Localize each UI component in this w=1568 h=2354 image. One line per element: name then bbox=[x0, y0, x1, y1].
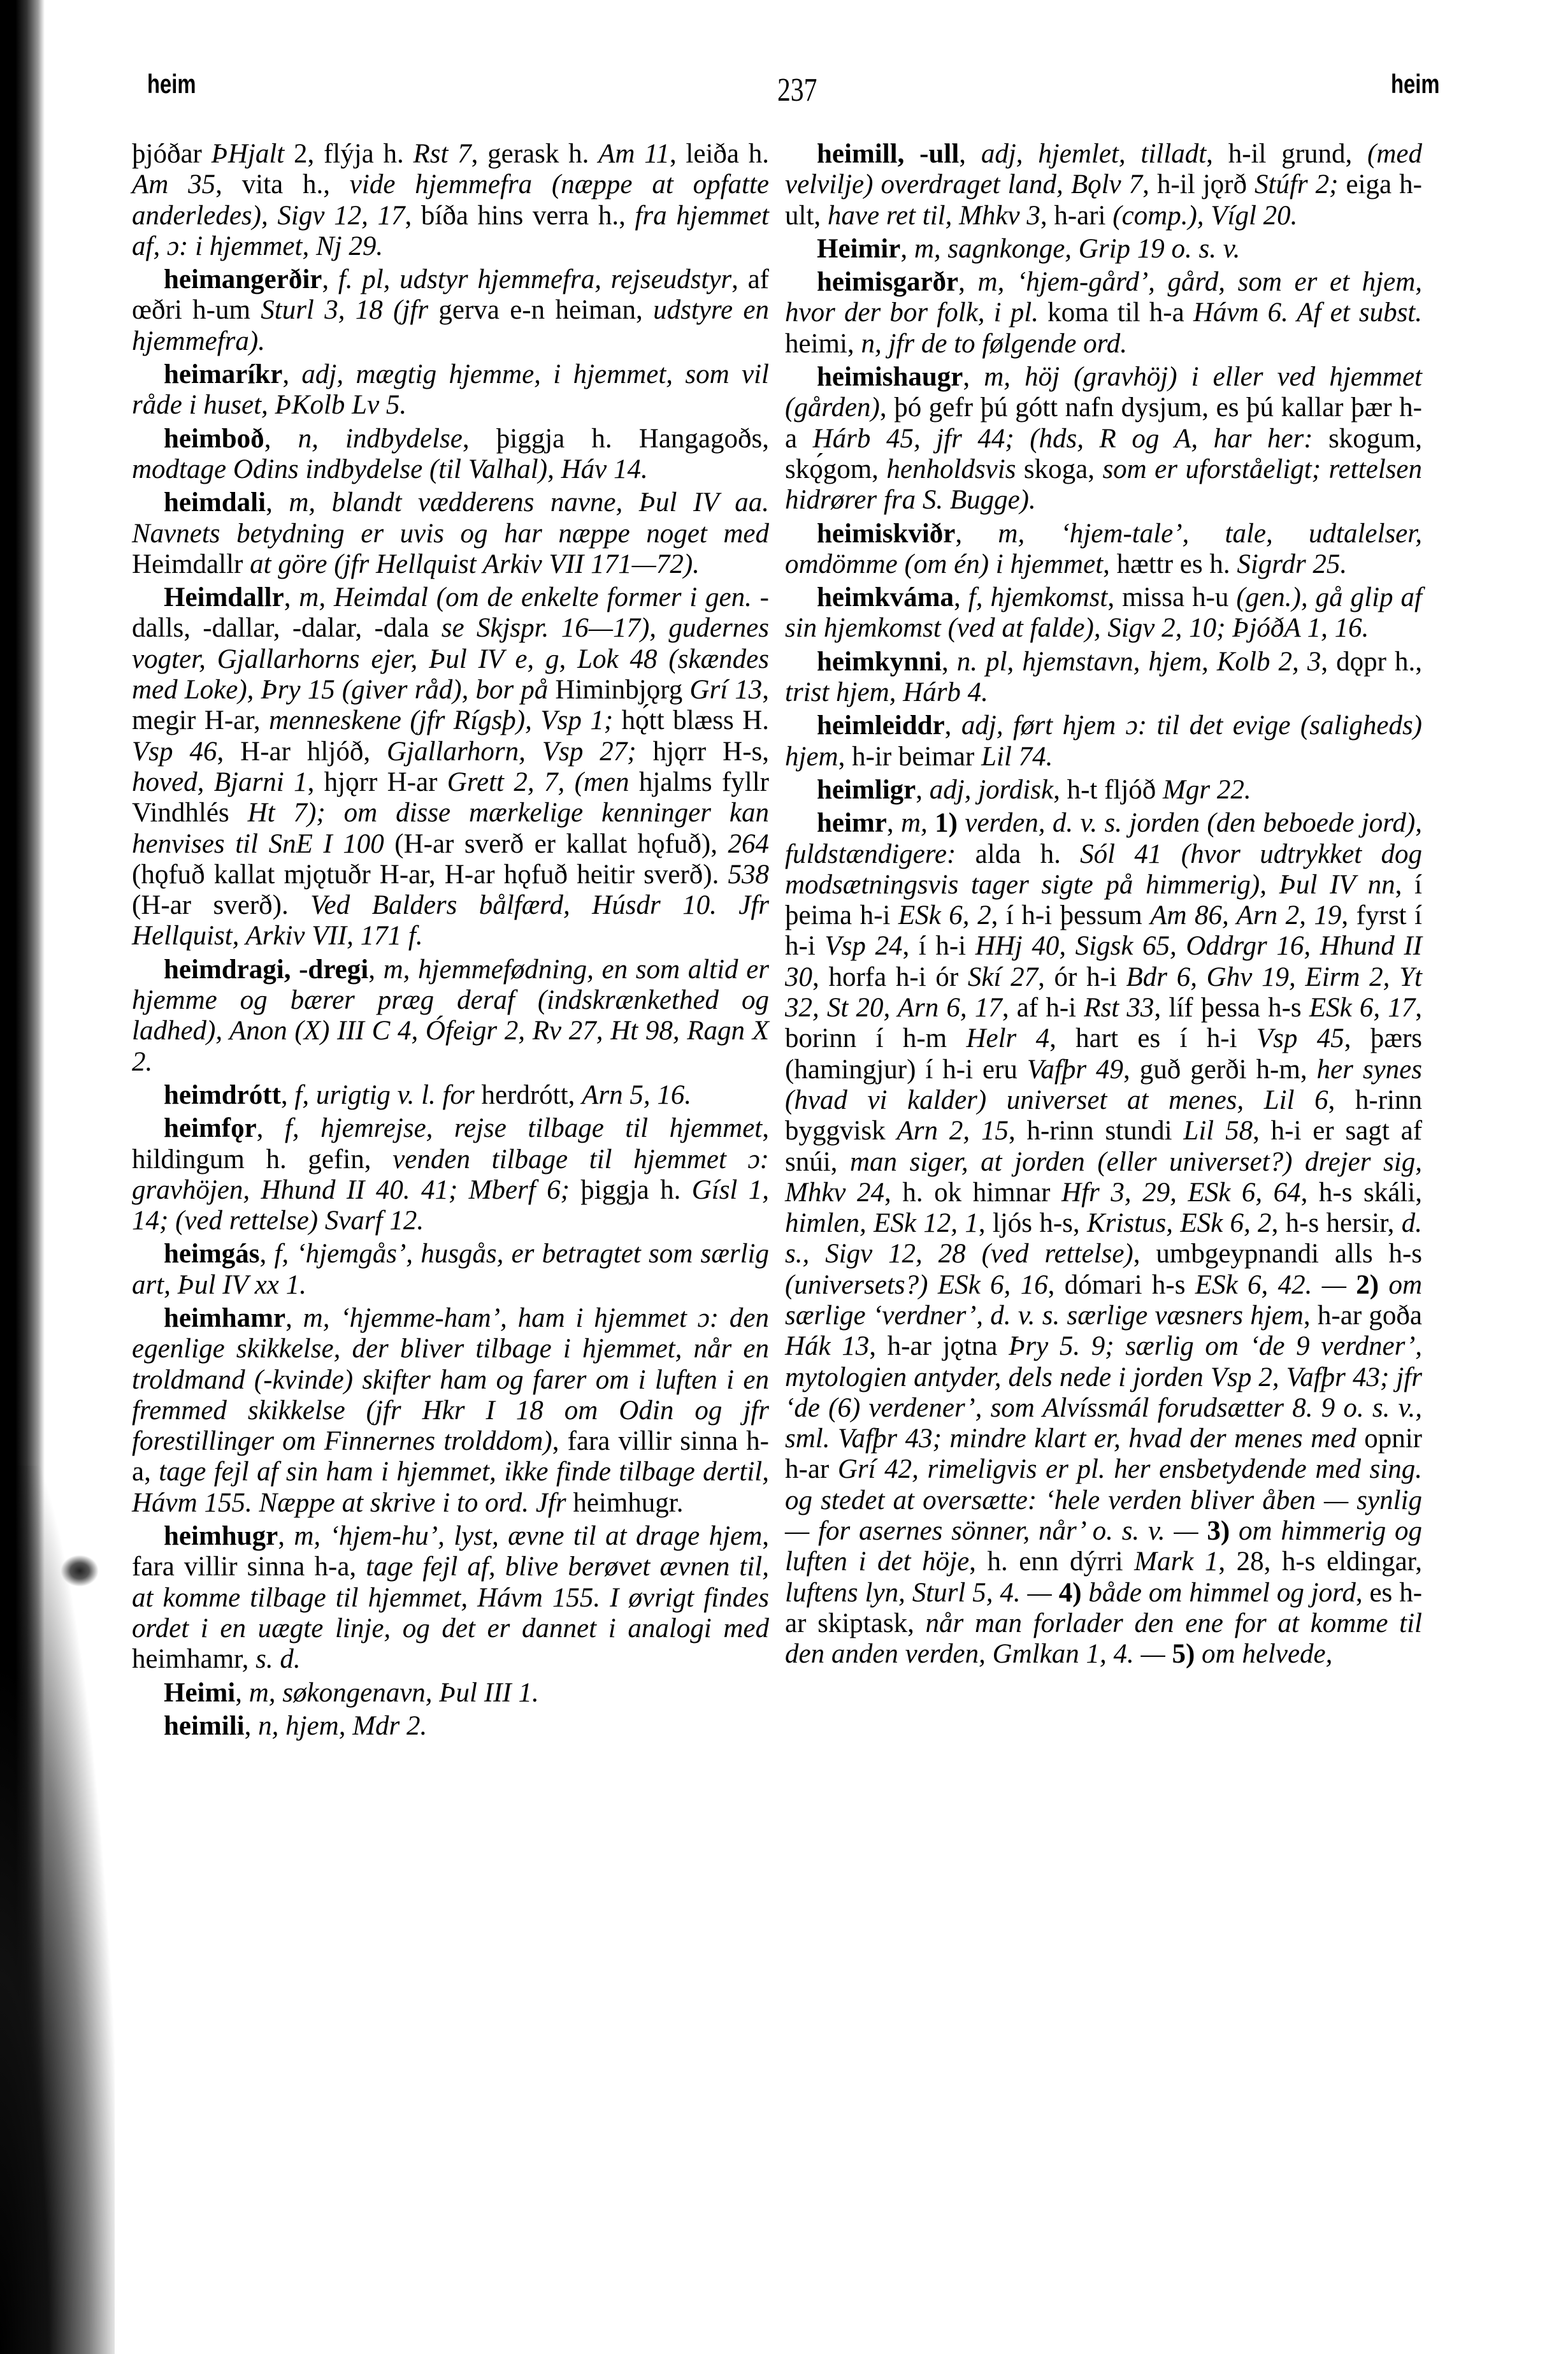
italic-text: tage fejl af sin ham i hjemmet, ikke finde tilbage dertil, Hávm 155. Næppe at skrive i to ord. Jfr bbox=[132, 1457, 769, 1518]
left-column bbox=[132, 139, 769, 1742]
italic-text: (comp.), Vígl 20. bbox=[1112, 200, 1298, 231]
dictionary-entry bbox=[785, 582, 1422, 644]
roman-text: , missa h-u bbox=[1107, 582, 1237, 613]
roman-text: heimhamr, bbox=[132, 1644, 256, 1675]
headword: heimboð bbox=[164, 423, 264, 454]
italic-text: m, ‘hjem-gård’, gård, som er et hjem, hvor der bor folk, i pl. bbox=[785, 267, 1422, 328]
roman-text: gerva e-n heiman, bbox=[428, 295, 654, 326]
italic-text: Þry 5. 9; særlig om ‘de 9 verdner’, mytologien antyder, dels nede i jorden Vsp 2, Vafþr 43; jfr ‘de (6) verdener’, som Alvíssmál forudsætter 8. 9 o. s. v., sml. Vafþr 43; mindre klart er, hvad der menes med bbox=[785, 1331, 1423, 1454]
italic-text: Am 35 bbox=[132, 170, 216, 200]
italic-text: n, indbydelse bbox=[298, 423, 463, 454]
roman-text: , líf þessa h-s bbox=[1154, 993, 1309, 1023]
roman-text: , bbox=[959, 139, 981, 169]
book-binding-shadow-lower bbox=[0, 1466, 115, 2354]
roman-text: , dómari h-s bbox=[1047, 1269, 1195, 1300]
dictionary-entry bbox=[132, 1303, 769, 1519]
headword: Heimi bbox=[164, 1677, 236, 1708]
roman-text: , horfa h-i ór bbox=[812, 962, 968, 992]
headword: heimr bbox=[817, 808, 887, 839]
italic-text: vide hjemmefra (næppe at opfatte anderledes), Sigv 12, 17 bbox=[132, 170, 770, 231]
roman-text: koma til h-a bbox=[1038, 298, 1193, 328]
roman-text: skoga, bbox=[1016, 454, 1103, 484]
roman-text: , gerask h. bbox=[471, 139, 599, 169]
roman-text: , hart es í h-i bbox=[1049, 1023, 1256, 1054]
running-head-right: heim bbox=[1391, 69, 1440, 99]
roman-text: , bbox=[944, 711, 961, 741]
roman-text: (H-ar sverð). bbox=[132, 890, 311, 921]
roman-text: , bbox=[941, 646, 957, 677]
italic-text: venden tilbage til hjemmet ɔ: gravhöjen, Hhund II 40. 41; Mberf 6; bbox=[132, 1144, 769, 1205]
italic-text: Vsp 45 bbox=[1256, 1023, 1344, 1054]
roman-text: , fara villir sinna h-a, bbox=[132, 1426, 769, 1487]
italic-text: f. pl, udstyr hjemmefra, rejseudstyr bbox=[338, 264, 732, 295]
italic-text: d. s., Sigv 12, 28 (ved rettelse) bbox=[785, 1208, 1422, 1269]
dictionary-entry bbox=[785, 711, 1422, 772]
italic-text: HHj 40, Sigsk 65, Oddrgr 16, Hhund II 30 bbox=[785, 931, 1422, 992]
italic-text: Am 86, Arn 2, 19 bbox=[1150, 900, 1342, 931]
italic-text: her synes (hvad vi kalder) universet at menes, Lil 6 bbox=[785, 1054, 1422, 1115]
italic-text: Ht 7); om disse mærkelige kenninger kan henvises til SnE I 100 bbox=[132, 798, 769, 859]
italic-text: menneskene (jfr Rígsþ), Vsp 1; bbox=[269, 705, 614, 736]
italic-text: adj, jordisk bbox=[929, 774, 1054, 805]
dictionary-entry bbox=[132, 582, 769, 952]
roman-text: , ljós h-s, bbox=[978, 1208, 1087, 1239]
italic-text: Arn 2, 15 bbox=[896, 1116, 1009, 1146]
roman-text: , í h-i þessum bbox=[991, 900, 1151, 931]
roman-text: , h-il grund, bbox=[1206, 139, 1368, 169]
italic-text: Hák 13 bbox=[785, 1331, 870, 1362]
italic-text: Vsp 24 bbox=[824, 931, 903, 962]
headword: heimisgarðr bbox=[817, 267, 959, 298]
roman-text: , bbox=[278, 1521, 294, 1552]
headword: heimili bbox=[164, 1710, 245, 1741]
italic-text: m, ‘hjem-tale’, tale, udtalelser, omdömme (om én) i hjemmet bbox=[785, 518, 1422, 579]
headword: heimdali bbox=[164, 487, 266, 518]
italic-text: man siger, at jorden (eller universet?) drejer sig, Mhkv 24 bbox=[785, 1146, 1422, 1208]
dictionary-entry bbox=[132, 1239, 769, 1301]
italic-text: om himmerig og luften i det höje bbox=[785, 1516, 1422, 1577]
headword: heimkváma bbox=[817, 582, 954, 613]
italic-text: himlen, ESk 12, 1 bbox=[785, 1208, 979, 1239]
roman-text: , bbox=[266, 487, 289, 518]
italic-text: Sigrdr 25. bbox=[1237, 549, 1348, 579]
headword: heimhugr bbox=[164, 1521, 278, 1552]
italic-text: Sturl 3, 18 (jfr bbox=[261, 295, 429, 326]
roman-text: , h-ari bbox=[1040, 200, 1113, 231]
italic-text: luftens lyn, Sturl 5, 4. — bbox=[785, 1577, 1052, 1608]
dictionary-entry bbox=[132, 1711, 769, 1742]
roman-text: , bíða hins verra h., bbox=[405, 200, 635, 231]
roman-text: þiggja h. bbox=[569, 1174, 692, 1205]
roman-text: hjǫrr H-s, bbox=[636, 736, 770, 767]
italic-text: Hfr 3, 29, ESk 6, 64 bbox=[1061, 1177, 1301, 1208]
italic-text: når man forlader den ene for at komme til den anden verden, Gmlkan 1, 4. — bbox=[785, 1608, 1422, 1670]
headword: heimishaugr bbox=[817, 362, 963, 393]
italic-text: at göre (jfr Hellquist Arkiv VII 171—72). bbox=[250, 549, 700, 579]
italic-text: Lil 74. bbox=[981, 741, 1053, 772]
roman-text: , bbox=[322, 264, 338, 295]
roman-text: , bbox=[256, 1113, 285, 1144]
headword: 2) bbox=[1346, 1269, 1389, 1300]
roman-text: , bbox=[900, 233, 914, 264]
italic-text: Lil 58 bbox=[1183, 1116, 1253, 1146]
italic-text: Rst 7 bbox=[413, 139, 471, 169]
italic-text: Gjallarhorn, Vsp 27; bbox=[387, 736, 637, 767]
dictionary-entry bbox=[785, 267, 1422, 359]
italic-text: Helr 4 bbox=[966, 1023, 1050, 1054]
dictionary-entry-continuation bbox=[132, 139, 769, 262]
italic-text: m, ‘hjemme-ham’, ham i hjemmet ɔ: den egenlige skikkelse, der bliver tilbage i hjemmet, når en troldmand (-kvinde) skifter ham og farer om i luften i en fremmed skikkelse (jfr Hkr I 18 om Odin og jfr forestillinger om Finnernes trolddom) bbox=[132, 1303, 770, 1457]
roman-text: , h-rinn byggvisk bbox=[785, 1085, 1422, 1146]
dictionary-entry bbox=[785, 362, 1422, 516]
roman-text: , umbgeypnandi alls h-s bbox=[1133, 1239, 1422, 1269]
ink-smudge bbox=[61, 1555, 99, 1587]
roman-text: , í h-i bbox=[902, 931, 975, 962]
italic-text: Mgr 22. bbox=[1163, 774, 1251, 805]
italic-text: n, hjem, Mdr 2. bbox=[258, 1710, 428, 1741]
italic-text: m, sagnkonge, Grip 19 o. s. v. bbox=[914, 233, 1241, 264]
italic-text: m, höj (gravhöj) i eller ved hjemmet (gården) bbox=[785, 362, 1422, 423]
headword: heimleiddr bbox=[817, 711, 945, 741]
dictionary-entry bbox=[132, 1080, 769, 1111]
italic-text: modtage Odins indbydelse (til Valhal), Háv 14. bbox=[132, 454, 648, 484]
dictionary-entry bbox=[132, 487, 769, 580]
roman-text: þjóðar bbox=[132, 139, 212, 169]
roman-text: , bbox=[280, 1080, 295, 1110]
roman-text: , bbox=[264, 423, 298, 454]
dictionary-entry bbox=[132, 424, 769, 486]
roman-text: herdrótt, bbox=[474, 1080, 582, 1110]
italic-text: hoved, Bjarni 1 bbox=[132, 767, 308, 797]
italic-text: ESk 6, 17 bbox=[1309, 993, 1416, 1023]
roman-text: , guð gerði h-m, bbox=[1123, 1054, 1317, 1085]
italic-text: Grí 13 bbox=[689, 675, 763, 705]
italic-text: (gen.), gå glip af sin hjemkomst (ved at falde), Sigv 2, 10; ÞjóðA 1, 16. bbox=[785, 582, 1422, 644]
roman-text: Heimdallr bbox=[132, 549, 250, 579]
italic-text: udstyre en hjemmefra). bbox=[132, 295, 769, 356]
right-column bbox=[785, 139, 1422, 1670]
italic-text: 264 bbox=[728, 828, 769, 859]
roman-text: , bbox=[958, 267, 978, 298]
italic-text: Kristus, ESk 6, 2 bbox=[1086, 1208, 1272, 1239]
italic-text: f, hjemkomst bbox=[968, 582, 1108, 613]
roman-text: , fara villir sinna h-a, bbox=[132, 1521, 769, 1582]
roman-text: , bbox=[285, 1303, 303, 1333]
roman-text: , hættr es h. bbox=[1103, 549, 1237, 579]
italic-text: Gísl 1, 14; (ved rettelse) Svarf 12. bbox=[132, 1174, 769, 1236]
roman-text: , hildingum h. gefin, bbox=[132, 1113, 770, 1174]
italic-text: n. pl, hjemstavn, hjem, Kolb 2, 3 bbox=[956, 646, 1321, 677]
roman-text: , h. ok himnar bbox=[884, 1177, 1062, 1208]
roman-text: , megir H-ar, bbox=[132, 675, 769, 736]
roman-text: , vita h., bbox=[215, 170, 350, 200]
roman-text: , bbox=[235, 1677, 249, 1708]
italic-text: Vafþr 49 bbox=[1026, 1054, 1124, 1085]
italic-text: se Skjspr. 16—17), gudernes vogter, Gjallarhorns ejer, Þul IV e, g, Lok 48 (skændes med Loke), Þry 15 (giver råd), bor på bbox=[132, 613, 769, 705]
roman-text: -dalls, -dallar, -dalar, -dala bbox=[132, 582, 769, 644]
italic-text: m, bbox=[900, 808, 928, 839]
headword: heimkynni bbox=[817, 646, 942, 677]
roman-text: , í þeima h-i bbox=[785, 869, 1422, 931]
dictionary-entry bbox=[785, 775, 1422, 805]
headword: 1) bbox=[927, 808, 965, 839]
italic-text: s. d. bbox=[255, 1644, 301, 1675]
italic-text: m, blandt vædderens navne, Þul IV aa. Navnets betydning er uvis og har næppe noget med bbox=[132, 487, 769, 549]
italic-text: Arn 5, 16. bbox=[582, 1080, 692, 1110]
italic-text: Grí 42, rimeligvis er pl. her ensbetydende med sing. og stedet at oversætte: ‘hele verden bliver åben — synlig — for asernes sönner, når’ o. s. v. — bbox=[785, 1454, 1422, 1547]
roman-text: , h-ir beimar bbox=[838, 741, 982, 772]
roman-text: , es h-ar skiptask, bbox=[785, 1577, 1423, 1638]
roman-text: , ór h-i bbox=[1038, 962, 1126, 992]
roman-text: , h. enn dýrri bbox=[969, 1547, 1135, 1577]
italic-text: trist hjem, Hárb 4. bbox=[785, 677, 988, 708]
italic-text: (universets?) ESk 6, 16 bbox=[785, 1269, 1048, 1300]
italic-text: Hárb 45, jfr 44; (hds, R og A, har her: bbox=[812, 423, 1313, 454]
headword: 5) bbox=[1165, 1639, 1202, 1670]
headword: heimaríkr bbox=[164, 359, 283, 390]
roman-text: (hǫfuð kallat mjǫtuðr H-ar, H-ar hǫfuð heitir sverð). bbox=[132, 859, 728, 890]
roman-text: heimi, bbox=[785, 328, 861, 359]
italic-text: Ved Balders bålfærd, Húsdr 10. Jfr Hellquist, Arkiv VII, 171 f. bbox=[132, 890, 769, 951]
roman-text: , bbox=[282, 359, 302, 390]
roman-text: , bbox=[916, 774, 930, 805]
roman-text: , h-rinn stundi bbox=[1008, 1116, 1184, 1146]
roman-text: heimhugr. bbox=[566, 1487, 684, 1518]
italic-text: Rst 33 bbox=[1084, 993, 1154, 1023]
headword: heimdragi, -dregi bbox=[164, 954, 369, 985]
italic-text: f, ‘hjemgås’, husgås, er betragtet som særlig art, Þul IV xx 1. bbox=[132, 1239, 769, 1300]
roman-text: , h-ar jǫtna bbox=[869, 1331, 1009, 1362]
italic-text: f, hjemrejse, rejse tilbage til hjemmet bbox=[284, 1113, 763, 1144]
roman-text: , bbox=[259, 1239, 275, 1269]
italic-text: adj, hjemlet, tilladt bbox=[981, 139, 1207, 169]
roman-text: skogum, skǫ́gom, bbox=[785, 423, 1423, 484]
italic-text: adj, mægtig hjemme, i hjemmet, som vil råde i huset, ÞKolb Lv 5. bbox=[132, 359, 769, 421]
running-head-left: heim bbox=[147, 69, 196, 99]
roman-text: , bbox=[244, 1710, 259, 1741]
roman-text: , leiða h. bbox=[669, 139, 769, 169]
roman-text: , þærs (hamingjur) í h-i eru bbox=[785, 1023, 1423, 1085]
dictionary-entry bbox=[785, 234, 1422, 264]
roman-text: , h-s skáli, bbox=[1300, 1177, 1422, 1208]
dictionary-entry bbox=[132, 1521, 769, 1675]
italic-text: f, urigtig v. l. for bbox=[294, 1080, 475, 1110]
headword: Heimdallr bbox=[164, 582, 284, 613]
roman-text: Himinbjǫrg bbox=[548, 675, 690, 705]
roman-text: , 28, h-s eldingar, bbox=[1218, 1547, 1423, 1577]
roman-text: , H-ar hljóð, bbox=[217, 736, 387, 767]
headword: heimdrótt bbox=[164, 1080, 281, 1110]
italic-text: henholdsvis bbox=[886, 454, 1016, 484]
italic-text: Grett 2, 7, (men bbox=[447, 767, 629, 797]
headword: Heimir bbox=[817, 233, 901, 264]
headword: heimiskviðr bbox=[817, 518, 956, 549]
roman-text: , h-ar goða bbox=[1303, 1300, 1423, 1331]
italic-text: som er uforståeligt; rettelsen hidrører fra S. Bugge). bbox=[785, 454, 1422, 516]
roman-text: , þiggja h. Hangagoðs, bbox=[462, 423, 770, 454]
roman-text: (H-ar sverð er kallat hǫfuð), bbox=[384, 828, 728, 859]
headword: heimgás bbox=[164, 1239, 260, 1269]
dictionary-entry bbox=[132, 1678, 769, 1708]
italic-text: Vsp 46 bbox=[132, 736, 217, 767]
roman-text: , bbox=[963, 362, 984, 393]
italic-text: Bdr 6, Ghv 19, Eirm 2, Yt 32, St 20, Arn 6, 17 bbox=[785, 962, 1422, 1023]
italic-text: 538 bbox=[728, 859, 769, 890]
italic-text: m, Heimdal (om de enkelte former i gen. bbox=[299, 582, 752, 613]
italic-text: (med velvilje) overdraget land, Bǫlv 7 bbox=[785, 139, 1423, 200]
roman-text: 2, flýja h. bbox=[284, 139, 414, 169]
italic-text: om særlige ‘verdner’, d. v. s. særlige væsners hjem bbox=[785, 1269, 1423, 1331]
dictionary-entry bbox=[132, 955, 769, 1078]
italic-text: n, jfr de to følgende ord. bbox=[861, 328, 1128, 359]
italic-text: Mark 1 bbox=[1134, 1547, 1219, 1577]
headword: heimangerðir bbox=[164, 264, 322, 295]
italic-text: både om himmel og jord bbox=[1088, 1577, 1356, 1608]
roman-text: opnir h-ar bbox=[785, 1424, 1422, 1485]
page-number: 237 bbox=[777, 72, 817, 108]
italic-text: Sól 41 (hvor udtrykket dog modsætningsvis tager sigte på himmerig), Þul IV nn bbox=[785, 839, 1422, 900]
dictionary-entry bbox=[785, 647, 1422, 709]
dictionary-entry bbox=[132, 264, 769, 357]
roman-text: eiga h-ult, bbox=[785, 170, 1422, 231]
italic-text: m, hjemmefødning, en som altid er hjemme og bærer præg deraf (indskrænkethed og ladhed), Anon (X) III C 4, Ófeigr 2, Rv 27, Ht 98, Ragn X 2. bbox=[132, 954, 770, 1077]
italic-text: Stúfr 2; bbox=[1255, 170, 1339, 200]
roman-text: , bbox=[955, 518, 998, 549]
italic-text: fra hjemmet af, ɔ: i hjemmet, Nj 29. bbox=[132, 200, 769, 261]
italic-text: Am 11 bbox=[598, 139, 670, 169]
italic-text: om helvede, bbox=[1202, 1639, 1333, 1670]
roman-text: , h-i er sagt af snúi, bbox=[785, 1116, 1423, 1177]
roman-text: , hjǫrr H-ar bbox=[307, 767, 447, 797]
headword: heimill, -ull bbox=[817, 139, 960, 169]
roman-text: , bbox=[368, 954, 384, 985]
italic-text: ESk 6, 42. — bbox=[1195, 1269, 1346, 1300]
roman-text: , þó gefr þú gótt nafn dysjum, es þú kallar þær h-a bbox=[785, 393, 1422, 454]
dictionary-entry bbox=[132, 359, 769, 421]
roman-text: alda h. bbox=[956, 839, 1081, 869]
roman-text: , borinn í h-m bbox=[785, 993, 1423, 1054]
italic-text: have ret til, Mhkv 3 bbox=[827, 200, 1040, 231]
italic-text: m, søkongenavn, Þul III 1. bbox=[248, 1677, 539, 1708]
roman-text: hǫ́tt blæss H. bbox=[613, 705, 769, 736]
roman-text: , fyrst í h-i bbox=[785, 900, 1422, 962]
italic-text: ESk 6, 2 bbox=[898, 900, 991, 931]
roman-text: , af h-i bbox=[1002, 993, 1084, 1023]
italic-text: Skí 27 bbox=[967, 962, 1039, 992]
roman-text: hjalms fyllr Vindhlés bbox=[132, 767, 769, 828]
headword: heimhamr bbox=[164, 1303, 286, 1333]
roman-text: , h-s hersir, bbox=[1271, 1208, 1402, 1239]
italic-text: Hávm 6. Af et subst. bbox=[1193, 298, 1423, 328]
italic-text: tage fejl af, blive berøvet ævnen til, at komme tilbage til hjemmet, Hávm 155. I øvrigt findes ordet i en uægte linje, og det er dannet i analogi med bbox=[132, 1552, 769, 1643]
dictionary-entry bbox=[132, 1113, 769, 1236]
headword: heimligr bbox=[817, 774, 916, 805]
headword: heimfǫr bbox=[164, 1113, 257, 1144]
roman-text: , bbox=[284, 582, 299, 613]
roman-text: , dǫpr h., bbox=[1321, 646, 1423, 677]
headword: 3) bbox=[1198, 1516, 1239, 1547]
roman-text: , h-t fljóð bbox=[1053, 774, 1163, 805]
roman-text: , af œðri h-um bbox=[132, 264, 770, 326]
italic-text: m, ‘hjem-hu’, lyst, ævne til at drage hjem bbox=[294, 1521, 763, 1552]
dictionary-entry bbox=[785, 808, 1422, 1670]
italic-text: verden, d. v. s. jorden (den beboede jord), fuldstændigere: bbox=[785, 808, 1422, 869]
dictionary-entry bbox=[785, 519, 1422, 581]
italic-text: adj, ført hjem ɔ: til det evige (saligheds) hjem bbox=[785, 711, 1422, 772]
roman-text: , bbox=[886, 808, 901, 839]
roman-text: , bbox=[954, 582, 968, 613]
italic-text: ÞHjalt bbox=[211, 139, 285, 169]
roman-text: , h-il jǫrð bbox=[1142, 170, 1255, 200]
headword: 4) bbox=[1051, 1577, 1089, 1608]
dictionary-entry bbox=[785, 139, 1422, 231]
